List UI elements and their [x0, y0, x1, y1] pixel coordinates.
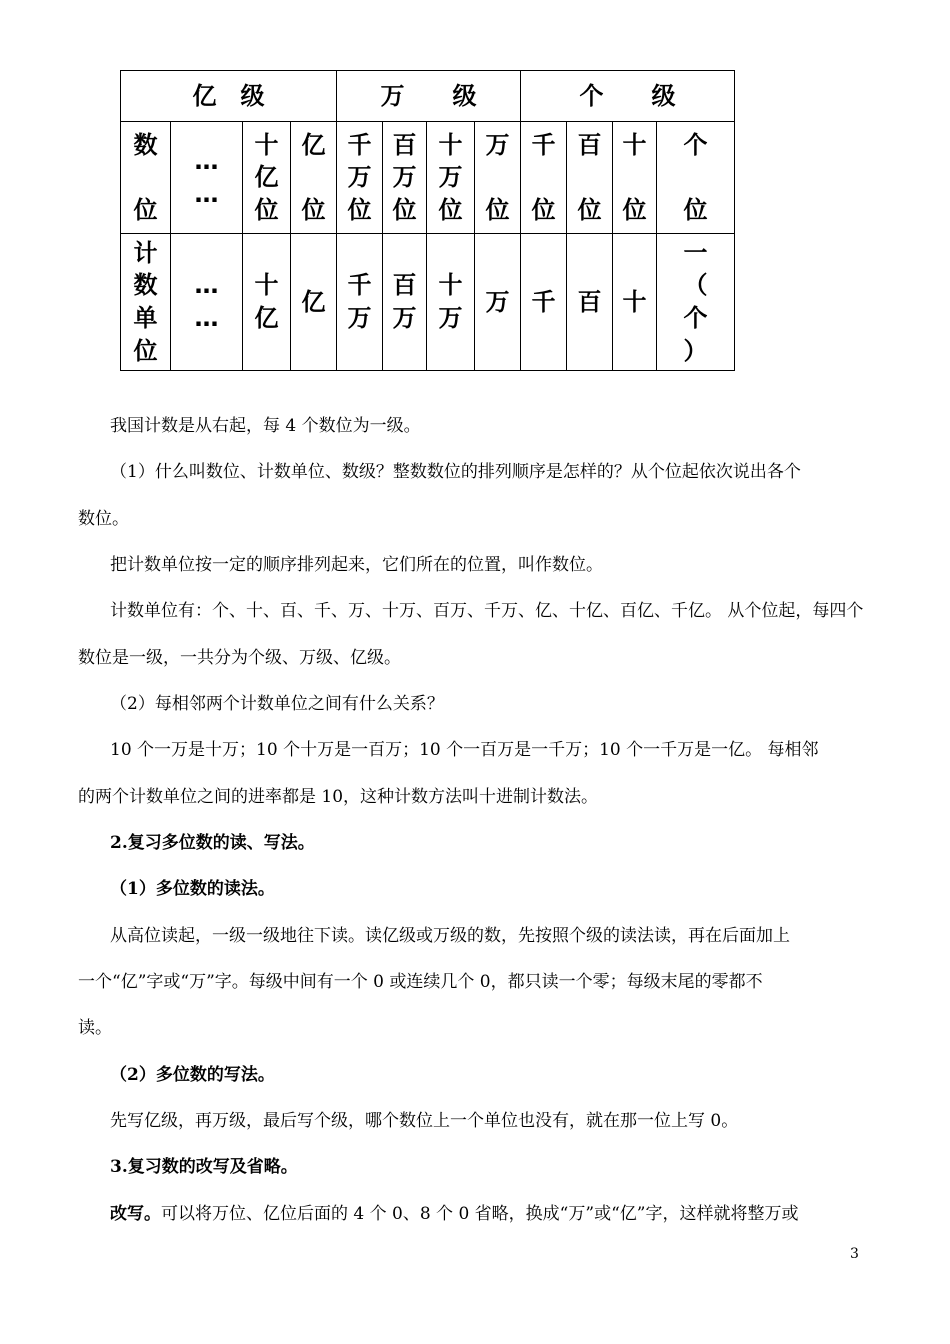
paragraph: （1）什么叫数位、计数单位、数级？整数数位的排列顺序是怎样的？从个位起依次说出各个	[110, 462, 801, 482]
place-qian-wan: 千 万 位	[337, 122, 383, 234]
place-value-table	[120, 70, 735, 371]
place-bai-wan: 百 万 位	[383, 122, 427, 234]
paragraph: 一个“亿”字或“万”字。每级中间有一个 0 或连续几个 0，都只读一个零；每级末尾的零都不	[78, 972, 763, 992]
place-shi-yi: 十 亿 位	[243, 122, 291, 234]
unit-shi-yi: 十 亿	[243, 234, 291, 371]
place-wan: 万 位	[475, 122, 521, 234]
place-bai: 百 位	[567, 122, 613, 234]
place-qian: 千 位	[521, 122, 567, 234]
unit-shi-wan: 十 万	[427, 234, 475, 371]
unit-bai: 百	[567, 234, 613, 371]
paragraph: 数位是一级，一共分为个级、万级、亿级。	[78, 648, 401, 668]
section-heading: 2.复习多位数的读、写法。	[110, 833, 315, 853]
unit-row-label: 计 数 单 位	[121, 234, 171, 371]
unit-qian-wan: 千 万	[337, 234, 383, 371]
paragraph: 10 个一万是十万；10 个十万是一百万；10 个一百万是一千万；10 个一千万是一亿。 每相邻	[110, 740, 819, 760]
paragraph: 读。	[78, 1018, 112, 1038]
ellipsis-cell: … …	[171, 234, 243, 371]
level-ge: 个 级	[521, 71, 735, 122]
paragraph: （2）每相邻两个计数单位之间有什么关系？	[110, 694, 444, 714]
place-yi: 亿 位	[291, 122, 337, 234]
ellipsis-cell: … …	[171, 122, 243, 234]
paragraph: 数位。	[78, 509, 129, 529]
page-number: 3	[850, 1246, 859, 1262]
unit-bai-wan: 百 万	[383, 234, 427, 371]
unit-yi: 亿	[291, 234, 337, 371]
paragraph	[110, 1204, 900, 1224]
digit-place-row	[121, 122, 735, 234]
section-heading: 3.复习数的改写及省略。	[110, 1157, 298, 1177]
unit-ge: 一 （ 个 ）	[657, 234, 735, 371]
counting-unit-row	[121, 234, 735, 371]
paragraph: 把计数单位按一定的顺序排列起来，它们所在的位置，叫作数位。	[110, 555, 603, 575]
subsection-heading: （2）多位数的写法。	[110, 1065, 275, 1085]
paragraph: 从高位读起，一级一级地往下读。读亿级或万级的数，先按照个级的读法读，再在后面加上	[110, 926, 790, 946]
paragraph-text: 可以将万位、亿位后面的 4 个 0、8 个 0 省略，换成“万”或“亿”字，这样就将整万或	[161, 1204, 799, 1224]
place-shi-wan: 十 万 位	[427, 122, 475, 234]
level-wan: 万 级	[337, 71, 521, 122]
unit-wan: 万	[475, 234, 521, 371]
paragraph: 的两个计数单位之间的进率都是 10，这种计数方法叫十进制计数法。	[78, 787, 599, 807]
bold-lead: 改写。	[110, 1204, 161, 1224]
unit-qian: 千	[521, 234, 567, 371]
paragraph: 我国计数是从右起，每 4 个数位为一级。	[110, 416, 421, 436]
place-shi: 十 位	[613, 122, 657, 234]
level-row	[121, 71, 735, 122]
digit-row-label: 数 位	[121, 122, 171, 234]
unit-shi: 十	[613, 234, 657, 371]
subsection-heading: （1）多位数的读法。	[110, 879, 275, 899]
paragraph: 先写亿级，再万级，最后写个级，哪个数位上一个单位也没有，就在那一位上写 0。	[110, 1111, 739, 1131]
place-ge: 个 位	[657, 122, 735, 234]
level-yi: 亿 级	[121, 71, 337, 122]
paragraph: 计数单位有：个、十、百、千、万、十万、百万、千万、亿、十亿、百亿、千亿。 从个位起，每四个	[110, 601, 864, 621]
